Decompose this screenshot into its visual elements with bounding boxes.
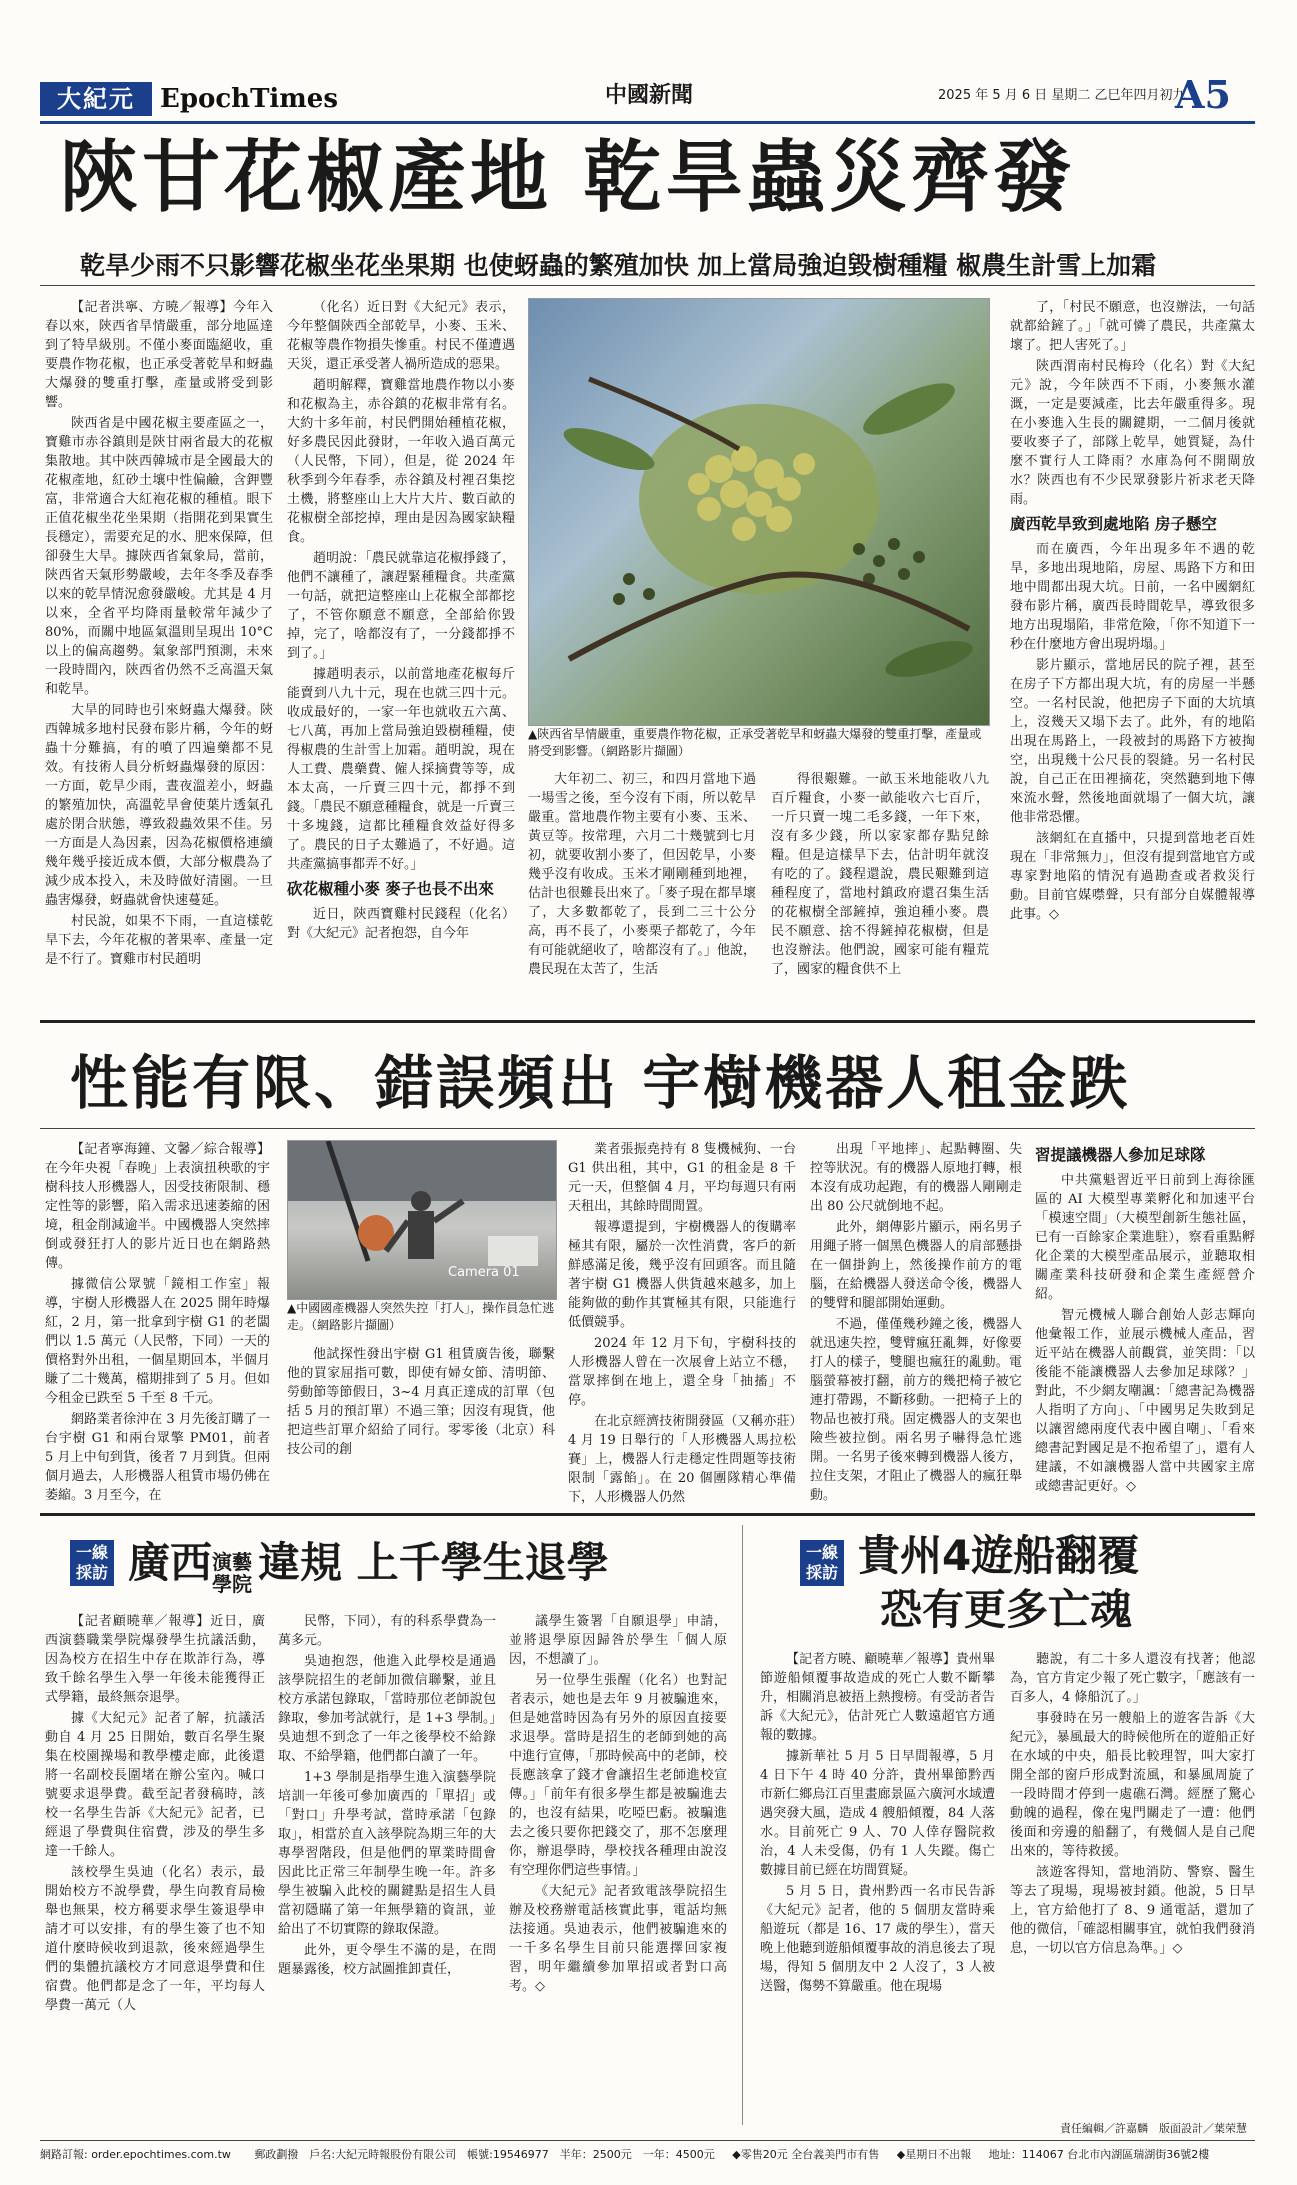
paragraph: 聽說，有二十多人還沒有找著；他認為，官方肯定少報了死亡數字，「應該有一百多人，4 條船沉了。」 bbox=[1010, 1652, 1255, 1705]
masthead bbox=[40, 70, 1255, 122]
paragraph: 議學生簽署「自願退學」申請，並將退學原因歸咎於學生「個人原因，不想讀了」。 bbox=[509, 1614, 727, 1667]
paragraph: 【記者洪寧、方曉／報導】今年入春以來，陝西省旱情嚴重，部分地區達到了特旱級別。不僅小麥面臨絕收，重要農作物花椒，也正承受著乾旱和蚜蟲大爆發的雙重打擊，產量或將受到影響。 bbox=[45, 300, 273, 410]
subscription-link[interactable]: 網路訂報: order.epochtimes.com.tw bbox=[40, 2148, 231, 2161]
photo-caption: ▲中國國產機器人突然失控「打人」，操作員急忙逃走。（網路影片擷圖） bbox=[287, 1301, 555, 1332]
paragraph: 大年初二、初三，和四月當地下過一場雪之後，至今沒有下雨，所以乾旱嚴重。當地農作物主要有小麥、玉米、黃豆等。按常理，六月二十幾號到七月初，就要收割小麥了，但因乾旱，小麥幾乎沒有收成。玉米才剛剛種到地裡，估計也很難長出來了。「麥子現在都旱壞了，大多數都乾了，長到二三十公分高，再不長了，小麥栗子都乾了，今年有可能就絕收了，啥都沒有了。」他說，農民現在太苦了，生活 bbox=[528, 772, 756, 977]
section-title: 中國新聞 bbox=[605, 82, 694, 108]
story1-subheading: 廣西乾旱致到處地陷 房子懸空 bbox=[1010, 515, 1217, 533]
story2-column-1 bbox=[45, 1140, 270, 1510]
paragraph: 吳迪抱怨，他進入此學校是通過該學院招生的老師加微信聯繫，並且校方承諾包錄取，「當時那位老師說包錄取，參加考試就行，是 1+3 學制。」吳迪想不到念了一年之後學校不給錄取、不給學籍，他們都白讀了一年。 bbox=[278, 1654, 496, 1764]
photo-caption: ▲陝西省旱情嚴重，重要農作物花椒，正承受著乾旱和蚜蟲大爆發的雙重打擊，產量或將受到影響。（網路影片擷圖） bbox=[528, 727, 982, 758]
publication-days: ◆星期日不出報 bbox=[896, 2148, 972, 2161]
paragraph: 中共黨魁習近平日前到上海徐匯區的 AI 大模型專業孵化和加速平台「模速空間」（大模型創新生態社區，已有一百餘家企業進駐），察看重點孵化企業的大模型產品展示，並聽取相關產業科技研發和企業生產經營介紹。 bbox=[1035, 1173, 1255, 1302]
story2-column-5 bbox=[1035, 1140, 1255, 1510]
footer bbox=[40, 2146, 1255, 2162]
postal-info: 郵政劃撥 戶名:大紀元時報股份有限公司 帳號:19546977 半年：2500元 一年：4500元 bbox=[254, 2148, 715, 2161]
paragraph: （化名）近日對《大紀元》表示，今年整個陝西全部乾旱，小麥、玉米、花椒等農作物損失慘重。村民不僅遭遇天災，還正承受著人禍所造成的惡果。 bbox=[287, 300, 515, 372]
story1-rule bbox=[40, 285, 1255, 286]
masthead-rule bbox=[40, 121, 1255, 124]
story2-column-4 bbox=[810, 1140, 1022, 1510]
paragraph: 《大紀元》記者致電該學院招生辦及校務辦電話核實此事，電話均無法接通。吳迪表示，他們被騙進來的一千多名學生目前只能選擇回家複習，明年繼續參加單招或者對口高考。◇ bbox=[509, 1884, 727, 1994]
story3-headline bbox=[128, 1535, 609, 1600]
paragraph: 了，「村民不願意，也沒辦法，一句話就都給鏟了。」「就可憐了農民，共產黨太壞了。把人害死了。」 bbox=[1010, 300, 1255, 353]
logo: 大紀元 bbox=[40, 82, 152, 116]
pepper-cluster-image bbox=[529, 299, 989, 725]
story1-column-2 bbox=[287, 298, 515, 1010]
paragraph: 在北京經濟技術開發區（又稱亦莊）4 月 19 日舉行的「人形機器人馬拉松賽」上，機器人行走穩定性問題等技術限制「露餡」。在 20 個團隊精心準備下，人形機器人仍然 bbox=[568, 1414, 796, 1505]
paragraph: 據趙明表示，以前當地產花椒每斤能賣到八九十元，現在也就三四十元。收成最好的，一家一年也就收五六萬、七八萬，再加上當局強迫毀樹種糧，使得椒農的生計雪上加霜。趙明說，現在人工費、農藥費、僱人採摘費等等，成本太高，一斤賣三四十元，都掙不到錢。「農民不願意種糧食，就是一斤賣三十多塊錢，這都比種糧食效益好得多了。農民的日子太難過了，不好過。這共產黨搞事都弄不好。」 bbox=[287, 667, 515, 872]
paragraph: 近日，陝西寶雞村民錢程（化名）對《大紀元》記者抱怨，自今年 bbox=[287, 907, 515, 941]
paragraph: 據新華社 5 月 5 日早間報導，5 月 4 日下午 4 時 40 分許，貴州畢節黔西市新仁鄉烏江百里畫廊景區六廣河水域遭遇突發大風，造成 4 艘船傾覆，84 人落水。目前死亡 9 人、70 人倖存醫院救治，4 人未受傷，仍有 1 人失蹤。傷亡數據目前已經在坊間質疑。 bbox=[760, 1749, 995, 1878]
paragraph: 此外，網傳影片顯示，兩名男子用繩子將一個黑色機器人的肩部懸掛在一個掛鉤上，然後操作前方的電腦，在給機器人發送命令後，機器人的雙臂和腿部開始運動。 bbox=[810, 1220, 1022, 1311]
paragraph: 該網紅在直播中，只提到當地老百姓現在「非常無力」，但沒有提到當地官方或專家對地陷的情況有過勘查或者救災行動。目前官媒噤聲，只有部分自媒體報導此事。◇ bbox=[1010, 831, 1255, 922]
story1-column-1 bbox=[45, 298, 273, 1010]
paragraph: 影片顯示，當地居民的院子裡，甚至在房子下方都出現大坑，有的房屋一半懸空。一名村民說，他把房子下面的大坑填上，沒幾天又塌下去了。此外，有的地陷出現在馬路上，一段被封的馬路下方被掏空，出現幾十公尺長的裂縫。另一名村民說，自己正在田裡摘花，突然聽到地下傳來流水聲，然後地面就塌了一個大坑，讓他非常恐懼。 bbox=[1010, 658, 1255, 825]
paragraph: 該遊客得知，當地消防、警察、醫生等去了現場，現場被封鎖。他說，5 日早上，官方給他打了 8、9 通電話，還加了他的微信，「確認相關事宜，就怕我們發消息，一切以官方信息為準。」◇ bbox=[1010, 1865, 1255, 1956]
robot-photo bbox=[287, 1140, 557, 1300]
paragraph: 該校學生吳迪（化名）表示，最開始校方不說學費，學生向教育局檢舉也無果，校方稱要求學生簽退學申請才可以安排，有的學生簽了也不知道什麼時候收到退款，後來經過學生們的集體抗議校方才同意退學費和住宿費。他們都是念了一年，平均每人學費一萬元（人 bbox=[45, 1865, 265, 2013]
story2-headline: 性能有限、錯誤頻出 宇樹機器人租金跌 bbox=[70, 1049, 1131, 1117]
paragraph: 【記者方曉、顧曉華／報導】貴州畢節遊船傾覆事故造成的死亡人數不斷攀升，相關消息被捂上熱搜榜。有受訪者告訴《大紀元》，估計死亡人數遠超官方通報的數據。 bbox=[760, 1652, 995, 1743]
exclusive-tag: 一線採訪 bbox=[70, 1540, 114, 1586]
story4-headline-line2: 恐有更多亡魂 bbox=[880, 1585, 1133, 1634]
paragraph: 報導還提到，宇樹機器人的復購率極其有限，屬於一次性消費，客戶的新鮮感滿足後，幾乎沒有回頭客。而且隨著宇樹 G1 機器人供貨越來越多，加上能夠做的動作其實極其有限，只能進行低價競爭。 bbox=[568, 1220, 796, 1330]
paragraph: 事發時在另一艘船上的遊客告訴《大紀元》，暴風最大的時候他所在的遊船正好在水域的中央，船長比較理智，叫大家打開全部的窗戶形成對流風，和暴風周旋了一段時間才停到一處礁石灣。經歷了驚心動魄的過程，像在鬼門關走了一遭：他們後面和旁邊的船翻了，有幾個人是自己爬出來的，等待救援。 bbox=[1010, 1711, 1255, 1859]
paragraph: 村民說，如果不下雨，一直這樣乾旱下去，今年花椒的著果率、產量一定是不行了。寶雞市村民趙明 bbox=[45, 914, 273, 967]
paragraph: 趙明說：「農民就靠這花椒掙錢了，他們不讓種了，讓趕緊種糧食。共產黨一句話，就把這整座山上花椒全部都挖了，不管你願意不願意，全部給你毀掉，完了，啥都沒有了，一分錢都掙不到了。」 bbox=[287, 551, 515, 661]
paragraph: 得很艱難。一畝玉米地能收八九百斤糧食，小麥一畝能收六七百斤，一斤只賣一塊二毛多錢，一年下來，沒有多少錢，所以家家都存點兒餘糧。但是這樣旱下去，估計明年就沒有吃的了。錢程還說，農民艱難到這種程度了，當地村鎮政府還召集生活的花椒樹全部鏟掉，強迫種小麥。農民不願意、捨不得鏟掉花椒樹，但是也沒辦法。他們說，國家可能有糧荒了，國家的糧食供不上 bbox=[771, 772, 989, 977]
issue-date: 2025 年 5 月 6 日 星期二 乙巳年四月初九 bbox=[938, 88, 1186, 103]
retail-price: ◆零售20元 全台義美門市有售 bbox=[732, 2148, 880, 2161]
story4-column-1 bbox=[760, 1650, 995, 2112]
paragraph: 陝西渭南村民梅玲（化名）對《大紀元》說，今年陝西不下雨，小麥無水灌溉，一定是要減產，比去年嚴重得多。現在小麥進入生長的關鍵期，一二個月後就要收麥子了，部隊上乾旱，她質疑，為什麼不實行人工降雨？水庫為何不開閘放水？陝西也有不少民眾發影片祈求老天降雨。 bbox=[1010, 359, 1255, 507]
story1-subheading: 砍花椒種小麥 麥子也長不出來 bbox=[287, 880, 494, 898]
logo-english: EpochTimes bbox=[160, 84, 338, 114]
story1-subhead: 乾旱少雨不只影響花椒坐花坐果期 也使蚜蟲的繁殖加快 加上當局強迫毀樹種糧 椒農生計雪上加霜 bbox=[80, 251, 1157, 280]
story4-column-2 bbox=[1010, 1650, 1255, 2112]
paragraph: 【記者寧海鐘、文馨／綜合報導】在今年央視「春晚」上表演扭秧歌的宇樹科技人形機器人，因受技術限制、穩定性等的影響，陷入需求迅速萎縮的困境，租金削減逾半。中國機器人突然摔倒或發狂打人的影片近日也在網路熱傳。 bbox=[45, 1142, 270, 1271]
story3-column-1 bbox=[45, 1612, 265, 2112]
story1-column-4 bbox=[771, 770, 989, 1010]
paragraph: 不過，僅僅幾秒鐘之後，機器人就迅速失控，雙臂瘋狂亂舞，好像要打人的樣子，雙腿也瘋狂的亂動。電腦螢幕被打翻，前方的幾把椅子被它連打帶踢，不斷移動。一把椅子上的物品也被打飛。固定機器人的支架也險些被拉倒。兩名男子嚇得急忙逃開。一名男子後來轉到機器人後方，拉住支架，才阻止了機器人的瘋狂舉動。 bbox=[810, 1317, 1022, 1503]
paragraph: 陝西省是中國花椒主要產區之一，寶雞市赤谷鎮則是陝甘兩省最大的花椒集散地。其中陝西韓城市是全國最大的花椒產地，紅砂土壤中性偏鹼，含鉀豐富，非常適合大紅袍花椒的種植。眼下正值花椒坐花坐果期（指開花到果實生長穩定），需要充足的水、肥來保障，但卻發生大旱。據陝西省氣象局，當前，陝西省天氣形勢嚴峻，去年冬季及春季以來的乾旱情況愈發嚴峻。尤其是 4 月以來，全省平均降雨量較常年減少了 80%，而關中地區氣溫則呈現出 10°C 以上的偏高趨勢。氣象部門預測，未來一段時間內，陝西省仍然不乏高溫天氣和乾旱。 bbox=[45, 416, 273, 697]
paragraph: 5 月 5 日，貴州黔西一名市民告訴《大紀元》記者，他的 5 個朋友當時乘船遊玩（都是 16、17 歲的學生），當天晚上他聽到遊船傾覆事故的消息後去了現場，得知 5 個朋友中 2 人沒了，3 人被送醫，傷勢不算嚴重。他在現場 bbox=[760, 1884, 995, 1994]
address: 地址：114067 台北市內湖區瑞湖街36號2樓 bbox=[988, 2148, 1210, 2161]
editor-credit: 責任編輯／許嘉麟 版面設計／葉荣慧 bbox=[1060, 2122, 1247, 2135]
story2-column-2 bbox=[287, 1345, 555, 1510]
section-rule bbox=[40, 1513, 1255, 1516]
camera-overlay-label: Camera 01 bbox=[448, 1265, 520, 1280]
paragraph: 他試探性發出宇樹 G1 租賃廣告後，聯繫他的買家屈指可數，即使有婦女節、清明節、勞動節等節假日，3~4 月真正達成的訂單（包括 5 月的預訂單）不過三筆；因沒有現貨，他把這些訂單介紹給了同行。零零後（北京）科技公司的創 bbox=[287, 1347, 555, 1457]
footer-rule bbox=[40, 2140, 1255, 2141]
paragraph: 趙明解釋，寶雞當地農作物以小麥和花椒為主，赤谷鎮的花椒非常有名。大約十多年前，村民們開始種植花椒，好多農民因此發財，一年收入過百萬元（人民幣，下同），但是，從 2024 年秋季到今年春季，赤谷鎮及村裡召集挖土機，將整座山上大片大片、數百畝的花椒樹全部挖掉，理由是因為國家缺糧食。 bbox=[287, 378, 515, 545]
paragraph: 據《大紀元》記者了解，抗議活動自 4 月 25 日開始，數百名學生聚集在校園操場和教學樓走廊，此後還將一名副校長圍堵在辦公室內。喊口號要求退學費。截至記者發稿時，該校一名學生告訴《大紀元》記者，已經退了學費與住宿費，涉及的學生多達一千餘人。 bbox=[45, 1711, 265, 1859]
paragraph: 智元機械人聯合創始人彭志輝向他彙報工作，並展示機械人產品，習近平站在機器人前觀賞，並笑問：「以後能不能讓機器人去參加足球隊？」對此，不少網友嘲諷：「總書記為機器人指明了方向」、「中國男足失敗到足以讓習總兩度代表中國自嘲」、「看來總書記對國足是不抱希望了」，還有人建議，不如讓機器人當中共國家主席或總書記更好。◇ bbox=[1035, 1308, 1255, 1494]
headline-small-part: 演藝學院 bbox=[212, 1549, 253, 1596]
story2-subheading: 習提議機器人參加足球隊 bbox=[1035, 1146, 1206, 1164]
column-divider bbox=[742, 1525, 743, 2125]
pepper-tree-photo bbox=[528, 298, 990, 726]
paragraph: 大旱的同時也引來蚜蟲大爆發。陝西韓城多地村民發布影片稱，今年的蚜蟲十分難搞，有的噴了四遍藥都不見效。有技術人員分析蚜蟲爆發的原因：一方面，乾旱少雨，晝夜溫差小，蚜蟲的繁殖加快，高溫乾旱會使葉片透氣孔處於閉合狀態，導致殺蟲效果不佳。另一方面是人為因素，因為花椒價格連續幾年幾乎接近成本價，大部分椒農為了減少成本投入，未及時做好清園。一旦蟲害爆發，蚜蟲就會快速蔓延。 bbox=[45, 703, 273, 908]
paragraph: 此外，更令學生不滿的是，在問題暴露後，校方試圖推卸責任， bbox=[278, 1943, 496, 1977]
paragraph: 【記者顧曉華／報導】近日，廣西演藝職業學院爆發學生抗議活動，因為校方在招生中存在欺詐行為，導致千餘名學生入學一年後未能獲得正式學籍，最終無奈退學。 bbox=[45, 1614, 265, 1705]
story1-column-5 bbox=[1010, 298, 1255, 1010]
paragraph: 網路業者徐沖在 3 月先後訂購了一台宇樹 G1 和兩台眾擎 PM01，前者 5 月上中旬到貨，後者 7 月到貨。但兩個月過去，人形機器人租賃市場仍佛在萎縮。3 月至今，在 bbox=[45, 1412, 270, 1503]
page-number: A5 bbox=[1175, 72, 1231, 117]
story3-column-2 bbox=[278, 1612, 496, 2112]
paragraph: 據微信公眾號「鏡相工作室」報導，宇樹人形機器人在 2025 開年時爆紅，2 月，第一批拿到宇樹 G1 的老闆們以 1.5 萬元（人民幣，下同）一天的價格對外出租，一個星期回本，半個月賺了二十幾萬，檔期排到了 5 月。但如今租金已跌至 5 千至 8 千元。 bbox=[45, 1277, 270, 1406]
paragraph: 而在廣西，今年出現多年不遇的乾旱，多地出現地陷，房屋、馬路下方和田地中間都出現大坑。日前，一名中國網紅發布影片稱，廣西長時間乾旱，導致很多地方出現塌陷，非常危險，「你不知道下一秒在什麼地方會出現坍塌。」 bbox=[1010, 542, 1255, 652]
story2-rule bbox=[40, 1128, 1255, 1129]
story1-column-3 bbox=[528, 770, 756, 1010]
story1-headline: 陝甘花椒產地 乾旱蟲災齊發 bbox=[60, 133, 1076, 223]
story3-column-3 bbox=[509, 1612, 727, 2112]
paragraph: 2024 年 12 月下旬，宇樹科技的人形機器人曾在一次展會上站立不穩，當眾摔倒在地上，還全身「抽搐」不停。 bbox=[568, 1336, 796, 1408]
paragraph: 另一位學生張醒（化名）也對記者表示，她也是去年 9 月被騙進來，但是她當時因為有另外的原因直接要求退學。當時是招生的老師到她的高中進行宣傳，「那時候高中的老師，校長應該拿了錢才會讓招生老師進校宣傳。」「前年有很多學生都是被騙進去的，也沒有結果，吃啞巴虧。被騙進去之後只要你把錢交了，那不怎麼理你，辦退學時，學校找各種理由說沒有空理你們這些事情。」 bbox=[509, 1673, 727, 1878]
headline-part: 違規 上千學生退學 bbox=[258, 1538, 609, 1587]
headline-part: 廣西 bbox=[128, 1538, 213, 1587]
exclusive-tag: 一線採訪 bbox=[800, 1540, 844, 1586]
paragraph: 出現「平地摔」、起點轉圈、失控等狀況。有的機器人原地打轉，根本沒有成功起跑，有的機器人剛剛走出 80 公尺就倒地不起。 bbox=[810, 1142, 1022, 1214]
paragraph: 民幣，下同），有的科系學費為一萬多元。 bbox=[278, 1614, 496, 1648]
story4-headline-line1: 貴州4遊船翻覆 bbox=[858, 1531, 1140, 1580]
story2-column-3 bbox=[568, 1140, 796, 1510]
paragraph: 1+3 學制是指學生進入演藝學院培訓一年後可參加廣西的「單招」或「對口」升學考試，當時承諾「包錄取」，相當於直入該學院為期三年的大專學習階段，但是他們的單業時間會因此比正常三年制學生晚一年。許多學生被騙入此校的關鍵點是招生人員當初隱瞞了第一年無學籍的資訊，並給出了不切實際的錄取保證。 bbox=[278, 1770, 496, 1937]
paragraph: 業者張振堯持有 8 隻機械狗、一台 G1 供出租，其中，G1 的租金是 8 千元一天，但整個 4 月，平均每週只有兩天租出，其餘時間閒置。 bbox=[568, 1142, 796, 1214]
section-rule bbox=[40, 1020, 1255, 1023]
